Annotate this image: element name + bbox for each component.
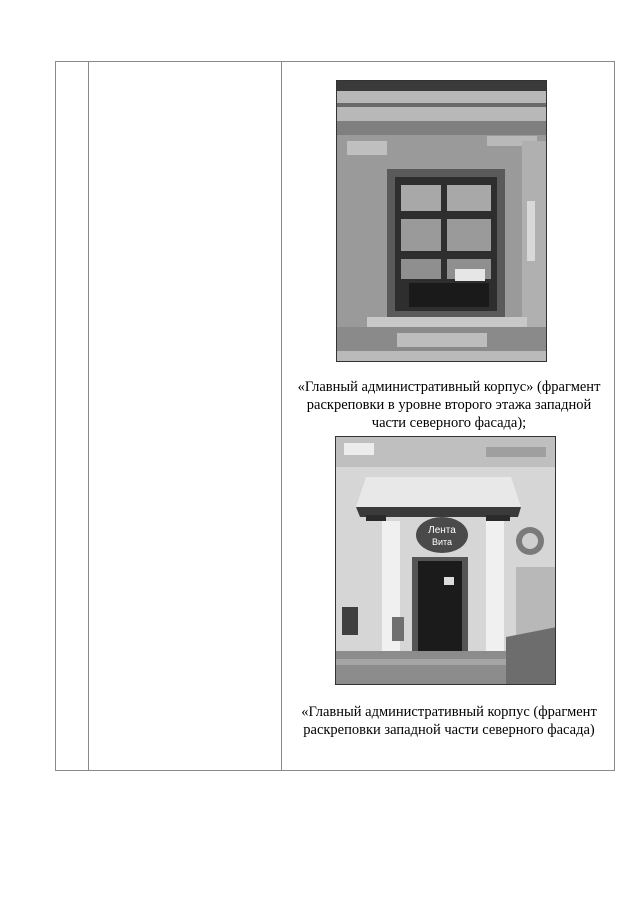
caption-line: части северного фасада); <box>371 415 527 431</box>
facade-entrance-photo <box>335 436 556 685</box>
caption-line: «Главный административный корпус (фрагмент <box>301 704 597 720</box>
document-table <box>55 61 615 771</box>
caption-line: «Главный административный корпус» (фрагмент <box>297 379 601 395</box>
photo-caption <box>282 703 616 739</box>
sign-text-line: Лента <box>428 525 456 536</box>
photo-caption <box>282 378 616 432</box>
caption-line: раскреповки в уровне второго этажа западной <box>306 397 592 413</box>
table-column-divider <box>88 62 89 770</box>
caption-line: раскреповки западной части северного фасада) <box>303 722 595 738</box>
sign-text-line: Вита <box>431 537 453 547</box>
photo-cell <box>282 62 614 770</box>
facade-window-photo <box>336 80 547 362</box>
